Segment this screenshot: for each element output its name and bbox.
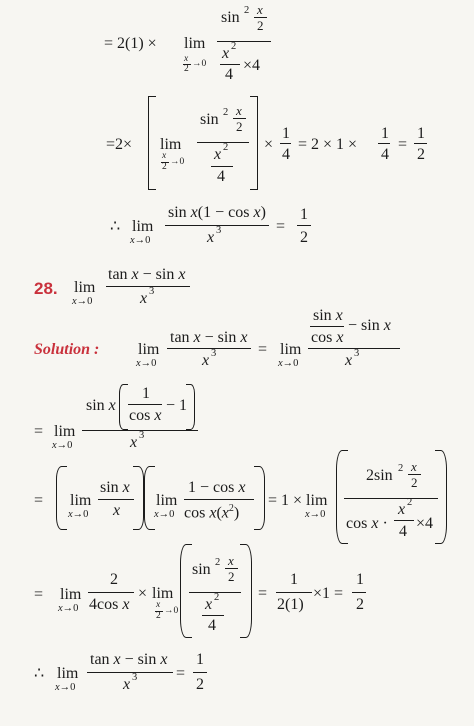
den-4: 4	[217, 168, 225, 185]
equals: =	[34, 423, 44, 440]
cos-x-x2: $\cos x(x^2)$	[184, 503, 240, 522]
frac-bar	[184, 499, 254, 500]
right-paren	[435, 450, 447, 544]
frac-x: x	[411, 459, 417, 474]
lim-sub: x→0	[58, 603, 79, 614]
frac-2: 2	[257, 18, 264, 33]
one: 1	[417, 125, 425, 142]
solution-label: Solution :	[34, 341, 100, 358]
exp-2: 2	[215, 557, 221, 568]
lim: lim	[152, 585, 174, 602]
times-4: ×4	[243, 57, 261, 74]
sinx: sin x	[313, 307, 343, 324]
one: 1	[290, 571, 298, 588]
frac-bar	[280, 143, 291, 144]
lim: lim	[60, 586, 82, 603]
lim: lim	[156, 492, 178, 509]
frac-x: x	[257, 2, 263, 17]
lim-sub-x: x	[162, 151, 167, 161]
lim: lim	[132, 218, 154, 235]
line1-lead: = 2(1) ×	[104, 35, 157, 52]
frac-x: x	[236, 103, 242, 118]
den-frac-bar	[211, 166, 233, 167]
fraction-bar	[167, 348, 251, 349]
lim-sub-two: 2	[162, 162, 167, 172]
numerator: tan x − sin x	[108, 266, 186, 283]
frac-bar	[352, 592, 366, 593]
right-paren	[186, 384, 195, 430]
den-exp: 2	[214, 592, 220, 603]
right-paren	[240, 544, 252, 638]
frac-bar	[128, 404, 162, 405]
eq-one-times-lim: = 1 × lim	[268, 492, 328, 509]
equals: =	[398, 136, 408, 153]
lim: lim	[57, 665, 79, 682]
left-paren	[119, 384, 128, 430]
times: ×	[264, 136, 274, 153]
main-fraction-bar	[344, 498, 438, 499]
equals: =	[258, 341, 268, 358]
den-x: x	[123, 676, 131, 693]
frac-bar	[378, 143, 390, 144]
two: 2	[417, 146, 425, 163]
one: 1	[300, 206, 308, 223]
den-exp: 3	[354, 348, 360, 359]
frac-bar	[88, 592, 134, 593]
cosx: cos x	[129, 407, 162, 424]
den-frac-bar	[202, 615, 224, 616]
den-exp: 3	[132, 672, 138, 683]
lim-sub: x→0	[72, 296, 93, 307]
lim-sub: x→0	[154, 509, 175, 520]
eq-2-1: = 2 × 1 ×	[298, 136, 358, 153]
sin: sin	[221, 9, 240, 26]
frac-x: x	[228, 553, 234, 568]
minus-sinx: − sin x	[348, 317, 391, 334]
right-paren	[133, 466, 144, 530]
equals: =	[276, 218, 286, 235]
four: 4	[381, 146, 389, 163]
lim-sub-two: 2	[184, 64, 189, 74]
fraction-bar	[106, 286, 190, 287]
lim-sub: x→0	[305, 509, 326, 520]
den-exp: 2	[231, 41, 237, 52]
cosx: cos x	[311, 329, 344, 346]
lim: lim	[184, 35, 206, 52]
lim-sub: x→0	[55, 682, 76, 693]
line2-lead: =2×	[106, 136, 133, 153]
lim: lim	[70, 492, 92, 509]
main-fraction-bar	[217, 41, 271, 42]
den-exp: 2	[223, 142, 229, 153]
equals: =	[34, 586, 44, 603]
frac-2: 2	[236, 119, 243, 134]
frac-bar	[310, 326, 344, 327]
frac-bar	[297, 225, 311, 226]
sin: sin	[200, 111, 219, 128]
one: 1	[196, 651, 204, 668]
lim: lim	[160, 136, 182, 153]
right-bracket	[250, 96, 258, 190]
one-minus-cos: 1 − cos x	[188, 479, 246, 496]
den-exp: 3	[139, 430, 145, 441]
den-4: 4	[208, 617, 216, 634]
fraction-bar	[87, 672, 173, 673]
den-x: x	[207, 229, 215, 246]
frac-2: 2	[411, 475, 418, 490]
den-frac-bar	[220, 64, 240, 65]
minus-one: − 1	[166, 397, 188, 414]
den-exp: 2	[407, 497, 413, 508]
den-x: x	[398, 501, 406, 518]
exp-2: 2	[244, 5, 250, 16]
one: 1	[381, 125, 389, 142]
exp-2: 2	[223, 107, 229, 118]
lim: lim	[74, 279, 96, 296]
therefore: ∴	[34, 665, 45, 682]
lim-sub: x→0	[136, 358, 157, 369]
left-paren	[180, 544, 192, 638]
den-x: x	[214, 146, 222, 163]
two: 2	[356, 596, 364, 613]
right-paren	[254, 466, 265, 530]
den-4: 4	[399, 523, 407, 540]
frac-bar	[414, 143, 427, 144]
den-x: x	[113, 502, 121, 519]
lim-sub-arrow: →0	[192, 59, 207, 69]
two: 2	[196, 676, 204, 693]
lim-sub-x: x	[184, 54, 189, 64]
den-exp: 3	[149, 286, 155, 297]
lim-sub: x→0	[52, 440, 73, 451]
two: 2	[110, 571, 118, 588]
therefore: ∴	[110, 218, 121, 235]
sinx: sin x	[100, 479, 130, 496]
den-x: x	[202, 352, 210, 369]
den-frac-bar	[394, 520, 414, 521]
times-one: ×1 =	[313, 585, 344, 602]
equals: =	[176, 665, 186, 682]
left-paren	[56, 466, 67, 530]
problem-number: 28.	[34, 279, 58, 298]
den-x: x	[130, 434, 138, 451]
times: ×	[138, 585, 148, 602]
lim-sub-x: x	[156, 600, 161, 610]
sinx: sin x	[86, 397, 116, 414]
one: 1	[142, 385, 150, 402]
lim-sub: x→0	[278, 358, 299, 369]
equals: =	[258, 585, 268, 602]
den-exp: 3	[216, 225, 222, 236]
lim-sub-arrow: →0	[164, 606, 179, 616]
lim-sub-two: 2	[156, 611, 161, 621]
lim: lim	[280, 341, 302, 358]
lim-sub-arrow: →0	[170, 157, 185, 167]
lim-sub: x→0	[130, 235, 151, 246]
times-4: ×4	[416, 515, 434, 532]
two-one: 2(1)	[277, 596, 304, 613]
sin: sin	[192, 561, 211, 578]
frac-2: 2	[228, 569, 235, 584]
two-sin: 2sin	[366, 467, 393, 484]
one: 1	[282, 125, 290, 142]
den-4: 4	[225, 66, 233, 83]
lim-sub: x→0	[68, 509, 89, 520]
den-x: x	[140, 290, 148, 307]
frac-bar	[98, 499, 134, 500]
frac-bar	[276, 592, 312, 593]
equals: =	[34, 492, 44, 509]
lim: lim	[54, 423, 76, 440]
four-cosx: 4cos x	[89, 596, 130, 613]
numerator: tan x − sin x	[90, 651, 168, 668]
one: 1	[356, 571, 364, 588]
den-exp: 3	[211, 348, 217, 359]
den-x: x	[205, 596, 213, 613]
two: 2	[300, 229, 308, 246]
cosx-dot: cos x ·	[346, 515, 388, 532]
den-x: x	[222, 45, 230, 62]
frac-bar	[193, 672, 207, 673]
four: 4	[282, 146, 290, 163]
den-x: x	[345, 352, 353, 369]
numerator: sin x(1 − cos x)	[168, 204, 266, 221]
left-bracket	[148, 96, 156, 190]
exp-2: 2	[398, 463, 404, 474]
numerator: tan x − sin x	[170, 329, 248, 346]
lim: lim	[138, 341, 160, 358]
